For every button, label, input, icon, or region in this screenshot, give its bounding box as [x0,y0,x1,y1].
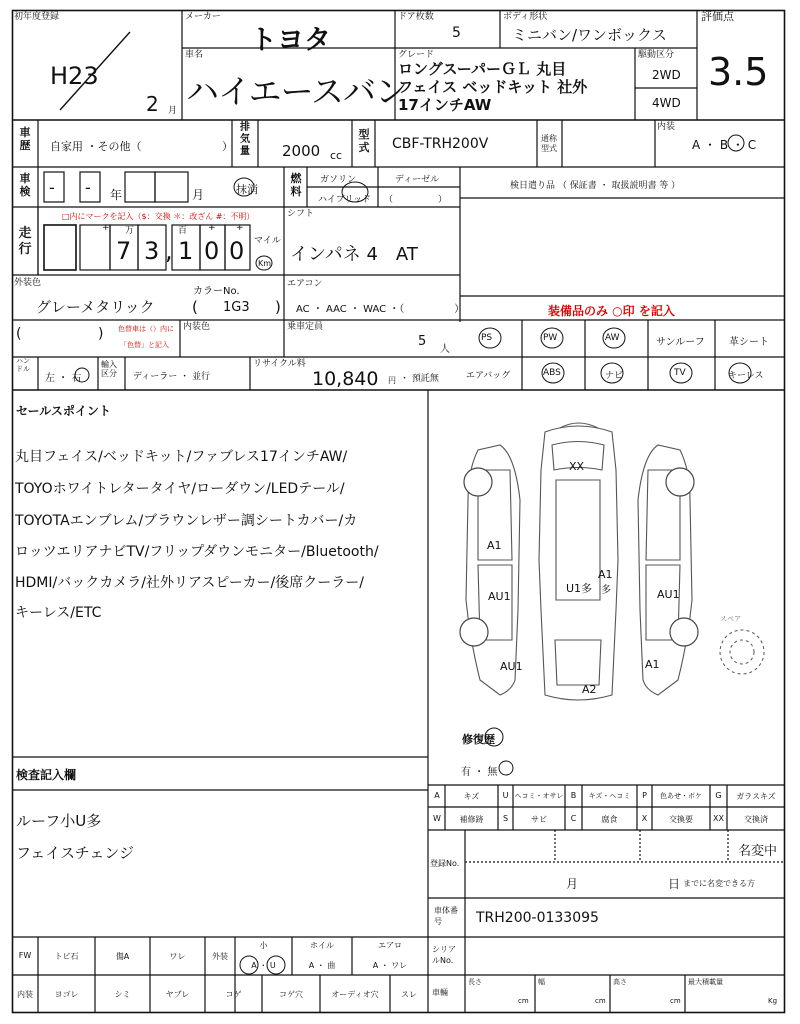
mileage-plus1: + [102,223,110,233]
mileage-plus3: + [236,223,244,233]
drive-4wd: 4WD [652,96,681,110]
fuel-label: 燃料 [290,172,302,198]
equip-tv: TV [674,368,686,378]
maker-label: メーカー [185,12,221,22]
legend-r2-3: サビ [531,815,547,824]
grade-label: グレード [398,50,435,60]
sales-line-6: キーレス/ETC [15,605,102,621]
mileage-digit-3: 1 [178,237,194,265]
bottom-audio-ana: オーディオ穴 [331,990,379,999]
insp-month: 月 [192,188,205,202]
doors: 5 [452,25,461,41]
shift: インパネ 4 AT [290,244,418,265]
drive-2wd: 2WD [652,68,681,82]
legend-r2-1: 補修跡 [459,815,484,824]
bottom-wheel: ホイル [310,941,334,950]
color-change-note2: 「色替」と記入 [120,341,169,349]
exterior-color: グレーメタリック [36,298,155,316]
fuel-hybrid: ハイブリッド [318,195,372,205]
legend-r1-3: ヘコミ・オサレ [514,792,564,800]
interior-label: 内装 [657,122,676,132]
bottom-exterior: 外装 [212,952,228,961]
mark-back: A2 [582,683,597,696]
color-change-close: ) [98,326,104,342]
grade-line3: 17インチAW [398,96,492,114]
color-no-close: ) [275,298,281,316]
interior-color-label: 内装色 [183,322,211,332]
drive-label: 駆動区分 [638,50,675,60]
sales-line-4: ロッツエリアナビTV/フリップダウンモニター/Bluetooth/ [15,544,379,560]
equip-aw: AW [605,333,620,343]
inspection-note-2: フェイスチェンジ [16,844,134,862]
deposit: ・ 預託無 [400,374,439,384]
bottom-koge: コゲ [225,990,242,999]
length-unit: cm [518,997,529,1005]
capacity: 5 [418,334,427,349]
mileage-note: □内にマークを記入（$：交換 ＊：改ざん #：不明） [62,212,255,221]
displacement: 2000 [282,142,321,160]
bottom-aero: エアロ [378,941,402,950]
bottom-small-opts: A ・ U [251,961,276,970]
bottom-yabure: ヤブレ [165,990,190,999]
body-label: ボディ形状 [503,12,548,22]
sales-points-label: セールスポイント [16,404,111,418]
legend-r2-7: 交換要 [669,815,693,824]
displacement-label: 排気量 [240,122,250,157]
sales-line-1: 丸目フェイス/ベッドキット/ファブレス17インチAW/ [15,449,348,465]
insp-dash1: - [49,178,55,197]
handle-label: ハンドル [16,357,30,373]
sales-line-2: TOYOホワイトレタータイヤ/ローダウン/LEDテール/ [15,481,345,497]
color-no-label: カラーNo. [193,286,240,297]
mileage-digit-2: 3 [144,237,160,265]
width-label: 幅 [538,978,545,986]
mileage-digit-1: 7 [116,237,132,265]
reg-deadline: までに名変できる方 [683,879,755,888]
registration-label: 登録No. [430,859,460,868]
legend-r1-7: 色あせ・ボケ [660,792,702,800]
bottom-aero-opts: A ・ ワレ [372,961,408,970]
equip-leather: 革シート [729,337,769,348]
recycle-fee: 10,840 [312,368,379,390]
mileage-km: Km [258,259,272,268]
type-label: 型式 [358,128,370,154]
legend-r1-2: U [502,791,509,800]
mileage-comma: , [165,237,173,265]
grade-line2: フェイス ベッドキット 社外 [398,78,588,96]
height-label: 高さ [613,978,627,986]
color-no: 1G3 [223,300,250,315]
bottom-fw: FW [18,951,32,960]
reg-month: 月 [566,877,579,891]
equip-pw: PW [543,333,558,343]
ac-label: エアコン [287,279,323,289]
equip-abs: ABS [543,368,561,378]
mileage-digit-4: 0 [204,237,220,265]
body-type: ミニバン/ワンボックス [512,26,667,44]
mark-left-front: A1 [487,539,502,552]
fuel-gasoline: ガソリン [320,175,357,185]
rating-label: 評価点 [701,10,734,23]
doors-label: ドア枚数 [398,12,434,22]
repair-label: 修復歴 [462,733,495,746]
bottom-ware: ワレ [169,952,186,961]
usage-close: ） [222,140,233,153]
mark-left-rear: AU1 [500,660,523,673]
equip-title: 装備品のみ ○印 を記入 [548,304,675,318]
mark-center: U1多 [566,582,593,595]
insp-year: 年 [110,188,123,202]
maker: トヨタ [250,25,331,56]
recycle-label: リサイクル料 [253,359,306,369]
ac-options: AC ・ AAC ・ WAC ・（ ） [296,304,465,315]
capacity-label: 乗車定員 [287,322,324,332]
bottom-sure: スレ [401,990,417,999]
mark-right-rear: A1 [645,658,660,671]
bottom-tobiishi: トビ石 [54,952,79,961]
first-reg-month: 2 [146,92,159,116]
grade-line1: ロングスーパーＧＬ 丸目 [398,60,567,78]
history-label: 車歴 [19,126,31,152]
insp-expired: 抹消 [236,183,258,196]
equip-airbag: エアバッグ [466,371,511,381]
mark-center-ta: 多 [601,585,611,596]
sales-line-5: HDMI/バックカメラ/社外リアスピーカー/後席クーラー/ [15,575,364,591]
height-unit: cm [670,997,681,1005]
width-unit: cm [595,997,606,1005]
bottom-small: 小 [259,941,268,950]
name-change: 名変中 [738,844,778,859]
bottom-shimi: シミ [114,990,131,999]
bottom-interior: 内装 [17,990,33,999]
mark-roof: XX [569,460,585,473]
yen: 円 [388,376,396,385]
bottom-wheel-opts: A ・ 曲 [308,961,336,970]
fuel-diesel: ディーゼル [395,175,440,185]
legend-r1-4: B [570,791,577,800]
cc-unit: cc [330,149,343,162]
docs-label: 検日遣り品 （ 保証書 ・ 取扱説明書 等 ） [510,181,681,191]
color-change-note1: 色替車は（）内に [118,325,174,333]
mileage-digit-5: 0 [229,237,245,265]
legend-r2-8: XX [713,814,724,823]
first-reg-era: H23 [50,62,99,90]
rating: 3.5 [708,50,769,94]
sales-line-3: TOYOTAエンブレム/ブラウンレザー調シートカバー/カ [15,513,358,529]
color-change-open: ( [16,326,22,342]
max-load-label: 最大積載量 [688,978,723,986]
import-label: 輸入区分 [101,360,117,378]
bottom-yogore: ヨゴレ [54,990,79,999]
handle: 左 ・ 右 [45,373,82,384]
repair-value: 有 ・ 無 [461,767,498,778]
size-label: 車輛 [432,988,448,997]
bottom-koge-ana: コゲ穴 [279,990,303,999]
shift-label: シフト [287,209,315,219]
length-label: 長さ [468,978,482,986]
legend-r2-0: W [433,814,441,823]
legend-r2-2: S [502,814,509,823]
fuel-other: （ ） [384,195,448,205]
insp-dash2: - [85,178,91,197]
legend-r1-6: P [642,791,647,800]
car-name-label: 車名 [185,50,204,60]
equip-keyless: キーレス [728,371,764,381]
chassis-label: 車体番号 [434,906,458,926]
interior-grade: A ・ B ・ C [692,138,757,152]
mileage-man: 万 [125,226,135,236]
reg-day: 日 [668,877,681,891]
first-reg-label: 初年度登録 [14,12,60,22]
car-name: ハイエースバン [186,72,408,111]
usage: 自家用 ・その他（ [50,140,142,153]
legend-r1-0: A [434,791,440,800]
equip-sunroof: サンルーフ [656,337,705,348]
mileage-mile: マイル [254,236,281,246]
inspection-note-1: ルーフ小U多 [16,812,102,830]
legend-r1-9: ガラスキズ [736,792,776,801]
mileage-plus2: + [208,223,216,233]
capacity-unit: 人 [440,344,450,355]
spare-label: スペア [720,615,741,623]
mark-left-mid: AU1 [488,590,511,603]
month-suffix: 月 [168,106,178,116]
mark-center-a: A1 [598,568,613,581]
import: ディーラー ・ 並行 [133,372,211,382]
equip-navi: ナビ [605,371,624,381]
legend-r1-5: キズ・ヘコミ [588,792,631,800]
mark-right-mid: AU1 [657,588,680,601]
legend-r2-4: C [570,814,577,823]
max-load-unit: Kg [768,997,778,1005]
color-no-open: ( [192,298,198,316]
common-type-label: 通称型式 [541,134,557,153]
legend-r1-1: キズ [463,792,480,801]
legend-r2-5: 腐食 [601,815,618,824]
chassis-number: TRH200-0133095 [476,910,599,926]
mileage-hyaku: 百 [178,226,188,236]
legend-r2-6: X [641,814,648,823]
exterior-color-label: 外装色 [14,278,42,288]
mileage-label: 走行 [18,226,32,257]
inspection-notes-label: 検査記入欄 [16,768,77,782]
legend-r1-8: G [715,791,722,800]
model-code: CBF-TRH200V [392,136,489,152]
serial-label: シリアルNo. [432,945,456,965]
legend-r2-9: 交換済 [744,815,768,824]
bottom-kizu-a: 傷A [115,952,130,961]
inspection-label: 車検 [19,172,31,198]
equip-ps: PS [481,333,493,343]
